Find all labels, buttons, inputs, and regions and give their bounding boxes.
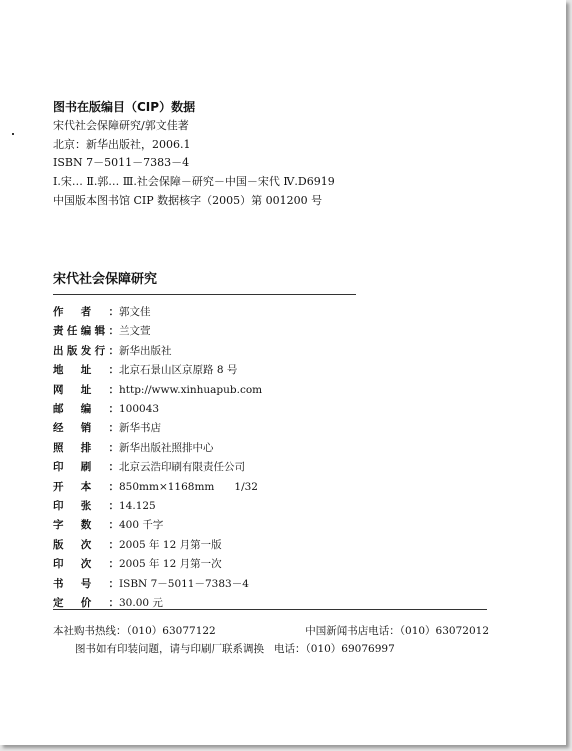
detail-value: 新华书店 xyxy=(119,422,161,435)
cip-line-publisher: 北京：新华出版社，2006.1 xyxy=(53,137,191,151)
detail-label: 印刷： xyxy=(53,461,119,474)
detail-value: 850mm×1168mm 1/32 xyxy=(119,480,258,493)
detail-row-sheets xyxy=(53,497,262,516)
detail-value: ISBN 7－5011－7383－4 xyxy=(119,577,249,590)
detail-value: 2005 年 12 月第一版 xyxy=(119,538,222,551)
detail-label: 版次： xyxy=(53,538,119,551)
detail-label: 网址： xyxy=(53,383,119,396)
detail-value: 北京石景山区京原路 8 号 xyxy=(119,364,238,377)
detail-value: 新华出版社 xyxy=(119,344,172,357)
cip-line-isbn: ISBN 7－5011－7383－4 xyxy=(53,156,190,170)
contact-info xyxy=(53,622,489,658)
detail-label: 字数： xyxy=(53,519,119,532)
detail-row-word-count xyxy=(53,516,262,535)
detail-value: 14.125 xyxy=(119,500,156,513)
detail-label: 地址： xyxy=(53,364,119,377)
divider-bottom xyxy=(53,609,487,610)
detail-value: 北京云浩印刷有限责任公司 xyxy=(119,461,245,474)
detail-row-author xyxy=(53,303,262,322)
detail-row-isbn xyxy=(53,575,262,594)
detail-label: 印张： xyxy=(53,500,119,513)
detail-row-format xyxy=(53,478,262,497)
detail-label: 书号： xyxy=(53,577,119,590)
detail-row-website xyxy=(53,381,262,400)
detail-row-printer xyxy=(53,458,262,477)
detail-value: 郭文佳 xyxy=(119,306,151,318)
sales-hotline: 本社购书热线：（010）63077122 xyxy=(53,625,216,637)
detail-value: 30.00 元 xyxy=(119,597,163,610)
detail-row-address xyxy=(53,361,262,380)
detail-row-printing xyxy=(53,555,262,574)
detail-label: 照排： xyxy=(53,441,119,454)
detail-row-distributor xyxy=(53,419,262,438)
cip-line-title-author: 宋代社会保障研究/郭文佳著 xyxy=(53,118,189,132)
divider-top xyxy=(53,294,356,295)
detail-label: 出版发行： xyxy=(53,344,119,357)
detail-value: 400 千字 xyxy=(119,519,164,532)
cip-line-subjects: Ⅰ.宋… Ⅱ.郭… Ⅲ.社会保障－研究－中国－宋代 Ⅳ.D6919 xyxy=(53,175,335,189)
detail-label: 经销： xyxy=(53,422,119,435)
bookstore-phone: 中国新闻书店电话：（010）63072012 xyxy=(305,625,489,637)
detail-row-typesetting xyxy=(53,439,262,458)
detail-row-price xyxy=(53,594,262,613)
contact-phones xyxy=(53,622,489,640)
detail-label: 邮编： xyxy=(53,403,119,416)
detail-value: http://www.xinhuapub.com xyxy=(119,383,263,396)
detail-value: 2005 年 12 月第一次 xyxy=(119,558,222,571)
ink-speck xyxy=(12,133,14,135)
detail-value: 兰文萱 xyxy=(119,325,151,338)
detail-label: 开本： xyxy=(53,480,119,493)
cip-data-block xyxy=(53,98,335,211)
detail-row-edition xyxy=(53,536,262,555)
cip-line-record-number: 中国版本图书馆 CIP 数据核字（2005）第 001200 号 xyxy=(53,193,323,207)
detail-label: 责任编辑： xyxy=(53,325,119,338)
detail-row-editor xyxy=(53,322,262,341)
book-title: 宋代社会保障研究 xyxy=(53,272,158,287)
detail-row-postcode xyxy=(53,400,262,419)
misprint-notice: 图书如有印装问题，请与印刷厂联系调换 电话：（010）69076997 xyxy=(75,643,395,655)
cip-heading: 图书在版编目（CIP）数据 xyxy=(53,100,196,114)
detail-label: 作者： xyxy=(53,306,119,318)
detail-value: 新华出版社照排中心 xyxy=(119,441,214,454)
publication-details xyxy=(53,303,262,614)
detail-value: 100043 xyxy=(119,403,160,416)
detail-label: 定价： xyxy=(53,597,119,610)
detail-label: 印次： xyxy=(53,558,119,571)
detail-row-publisher xyxy=(53,342,262,361)
